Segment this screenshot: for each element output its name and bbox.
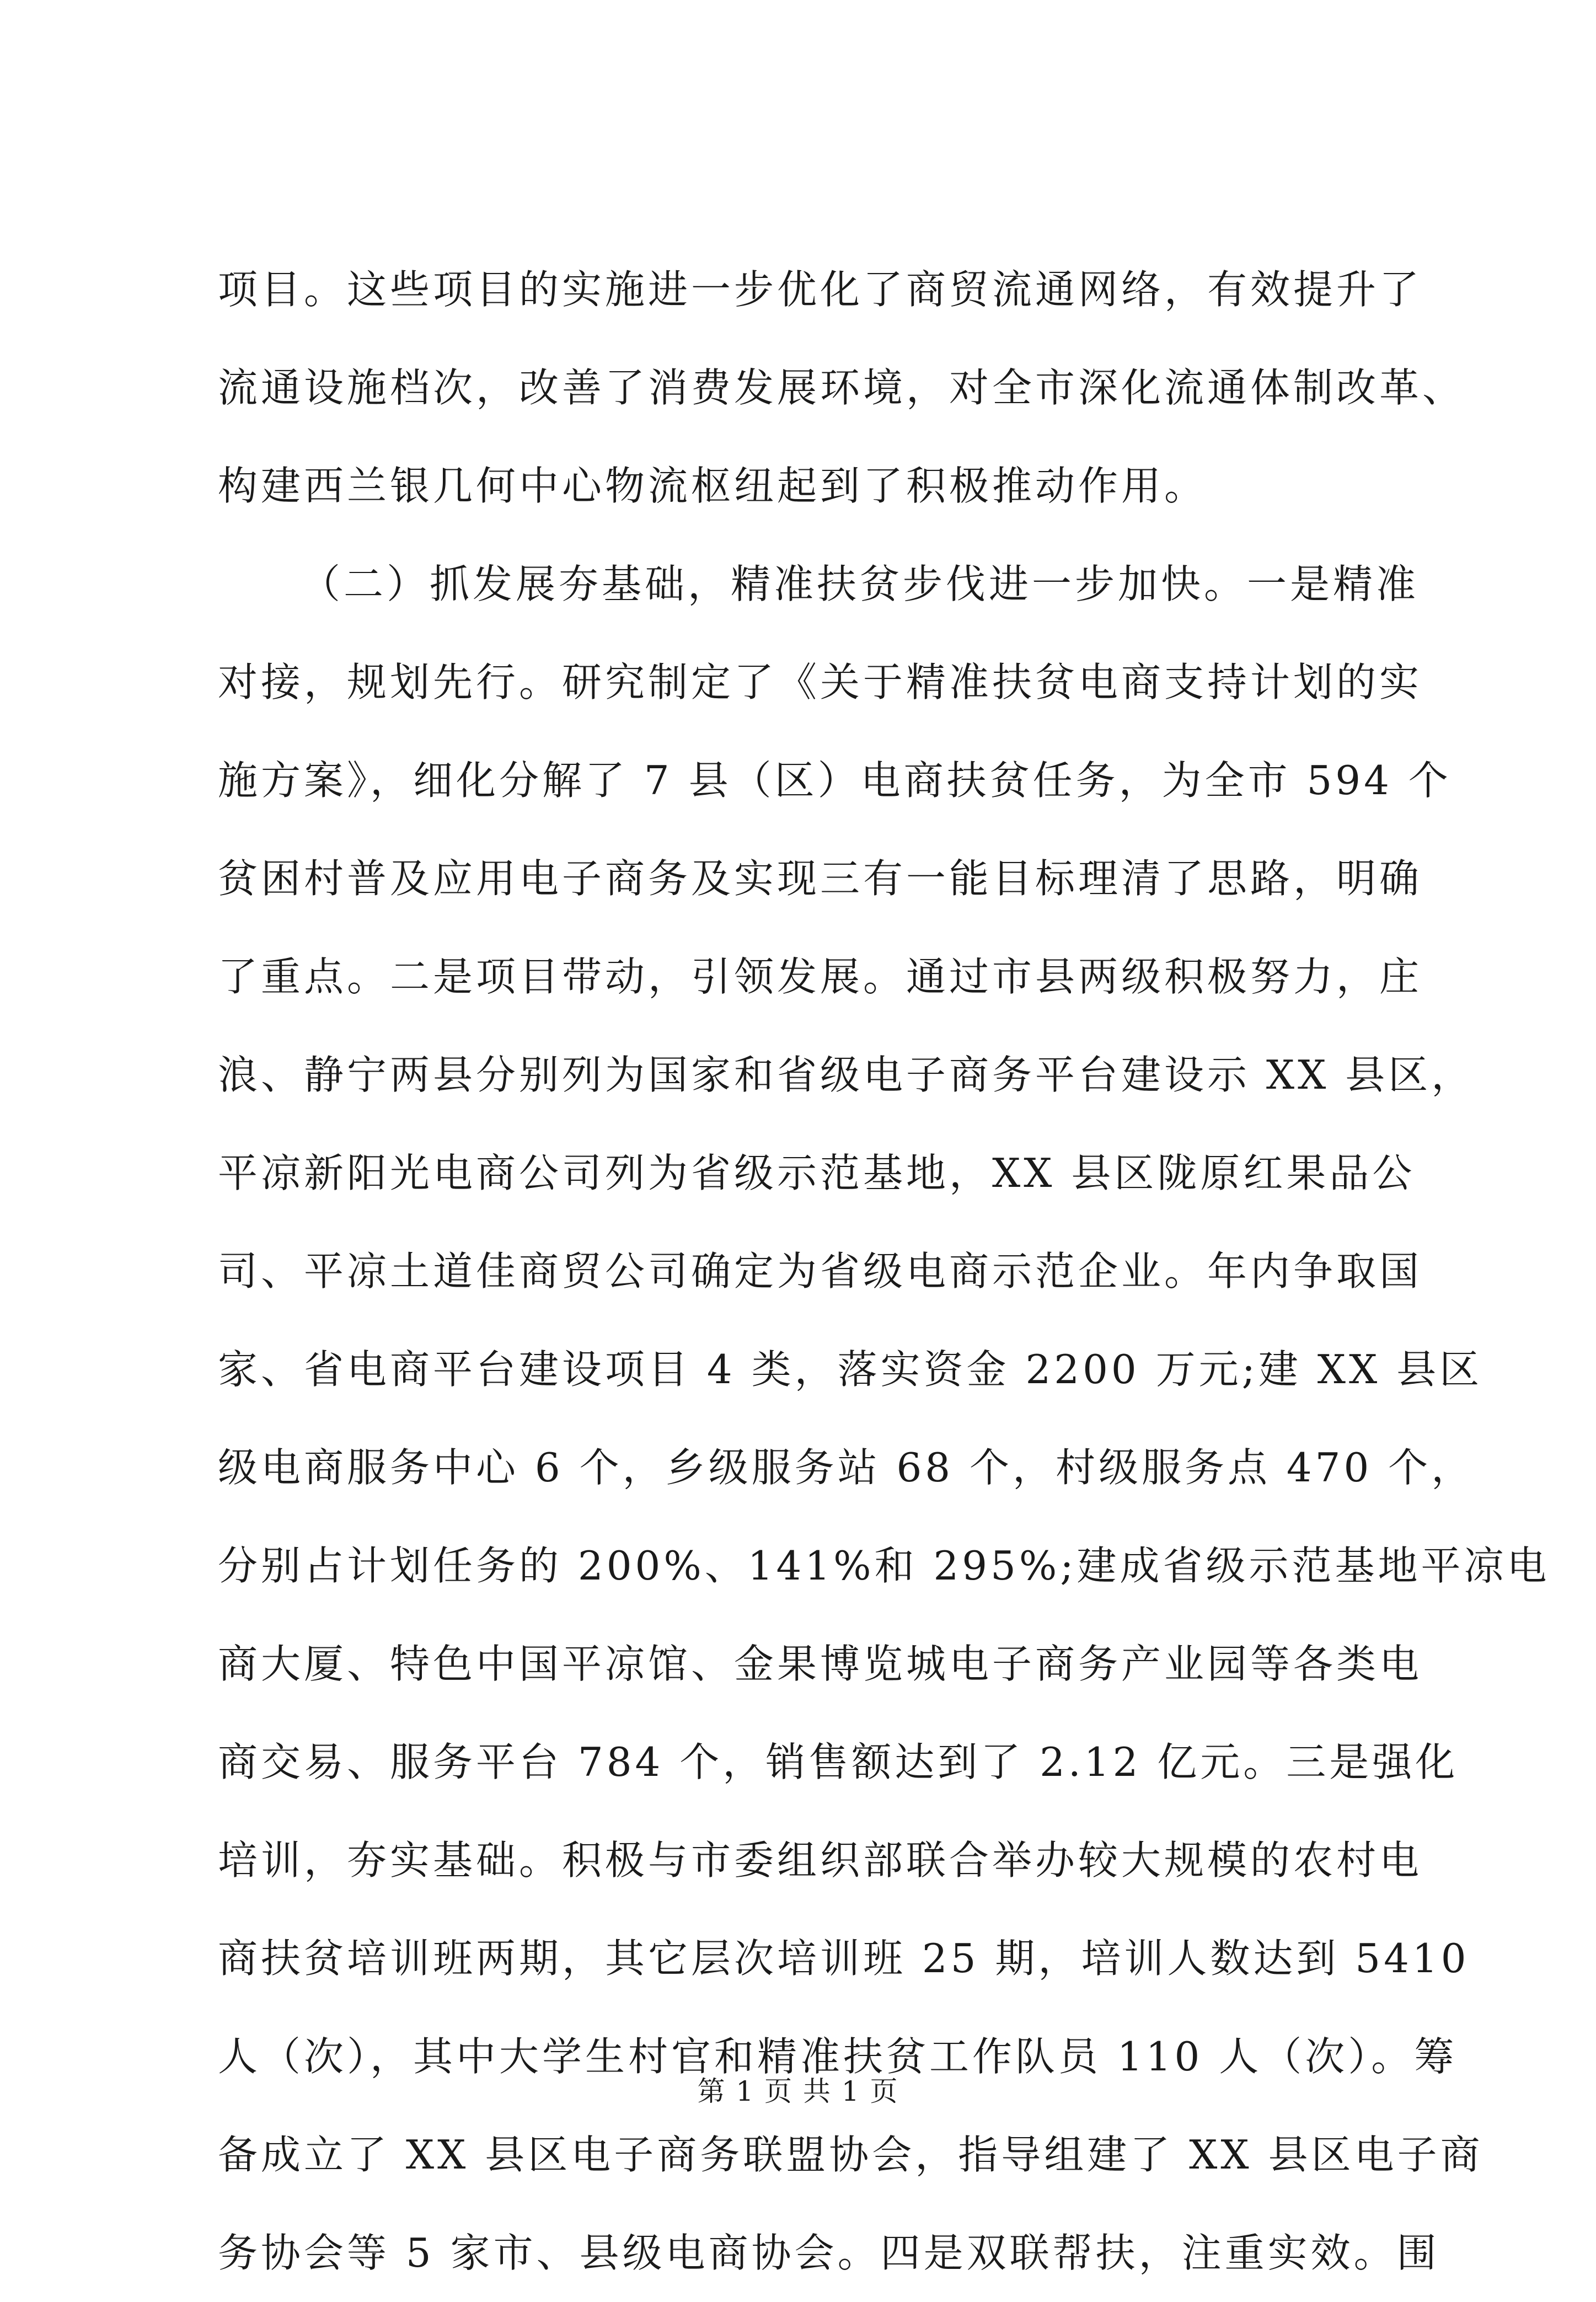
body-text [218,240,1550,2302]
text-line: 级电商服务中心 6 个，乡级服务站 68 个，村级服务点 470 个， [218,1444,1475,1491]
text-line: 施方案》，细化分解了 7 县（区）电商扶贫任务，为全市 594 个 [218,757,1452,804]
page-number: 第 1 页 共 1 页 [697,2075,899,2107]
text-line: 培训，夯实基础。积极与市委组织部联合举办较大规模的农村电 [218,1837,1423,1883]
text-line: 项目。这些项目的实施进一步优化了商贸流通网络，有效提升了 [218,266,1423,313]
text-line: 商大厦、特色中国平凉馆、金果博览城电子商务产业园等各类电 [218,1641,1423,1687]
text-line: 商扶贫培训班两期，其它层次培训班 25 期，培训人数达到 5410 [218,1935,1470,1982]
text-line: 构建西兰银几何中心物流枢纽起到了积极推动作用。 [218,463,1208,509]
page-footer [0,2069,1596,2109]
text-line: 司、平凉土道佳商贸公司确定为省级电商示范企业。年内争取国 [218,1248,1423,1294]
text-line: 贫困村普及应用电子商务及实现三有一能目标理清了思路，明确 [218,855,1423,902]
text-line: 浪、静宁两县分别列为国家和省级电子商务平台建设示 XX 县区， [218,1052,1475,1098]
text-line: 家、省电商平台建设项目 4 类，落实资金 2200 万元;建 XX 县区 [218,1346,1483,1393]
text-line: 对接，规划先行。研究制定了《关于精准扶贫电商支持计划的实 [218,659,1423,705]
text-line: 流通设施档次，改善了消费发展环境，对全市深化流通体制改革、 [218,365,1466,411]
text-line: 备成立了 XX 县区电子商务联盟协会，指导组建了 XX 县区电子商 [218,2132,1483,2178]
text-line: 务协会等 5 家市、县级电商协会。四是双联帮扶，注重实效。围 [218,2230,1440,2276]
paragraph-first-line: （二）抓发展夯基础，精准扶贫步伐进一步加快。一是精准 [301,561,1420,607]
text-line: 分别占计划任务的 200%、141%和 295%;建成省级示范基地平凉电 [218,1543,1550,1589]
text-line: 了重点。二是项目带动，引领发展。通过市县两级积极努力，庄 [218,954,1423,1000]
text-line: 平凉新阳光电商公司列为省级示范基地，XX 县区陇原红果品公 [218,1150,1416,1196]
text-line: 商交易、服务平台 784 个，销售额达到了 2.12 亿元。三是强化 [218,1739,1459,1785]
text-line: 人（次），其中大学生村官和精准扶贫工作队员 110 人（次）。筹 [218,2033,1458,2080]
